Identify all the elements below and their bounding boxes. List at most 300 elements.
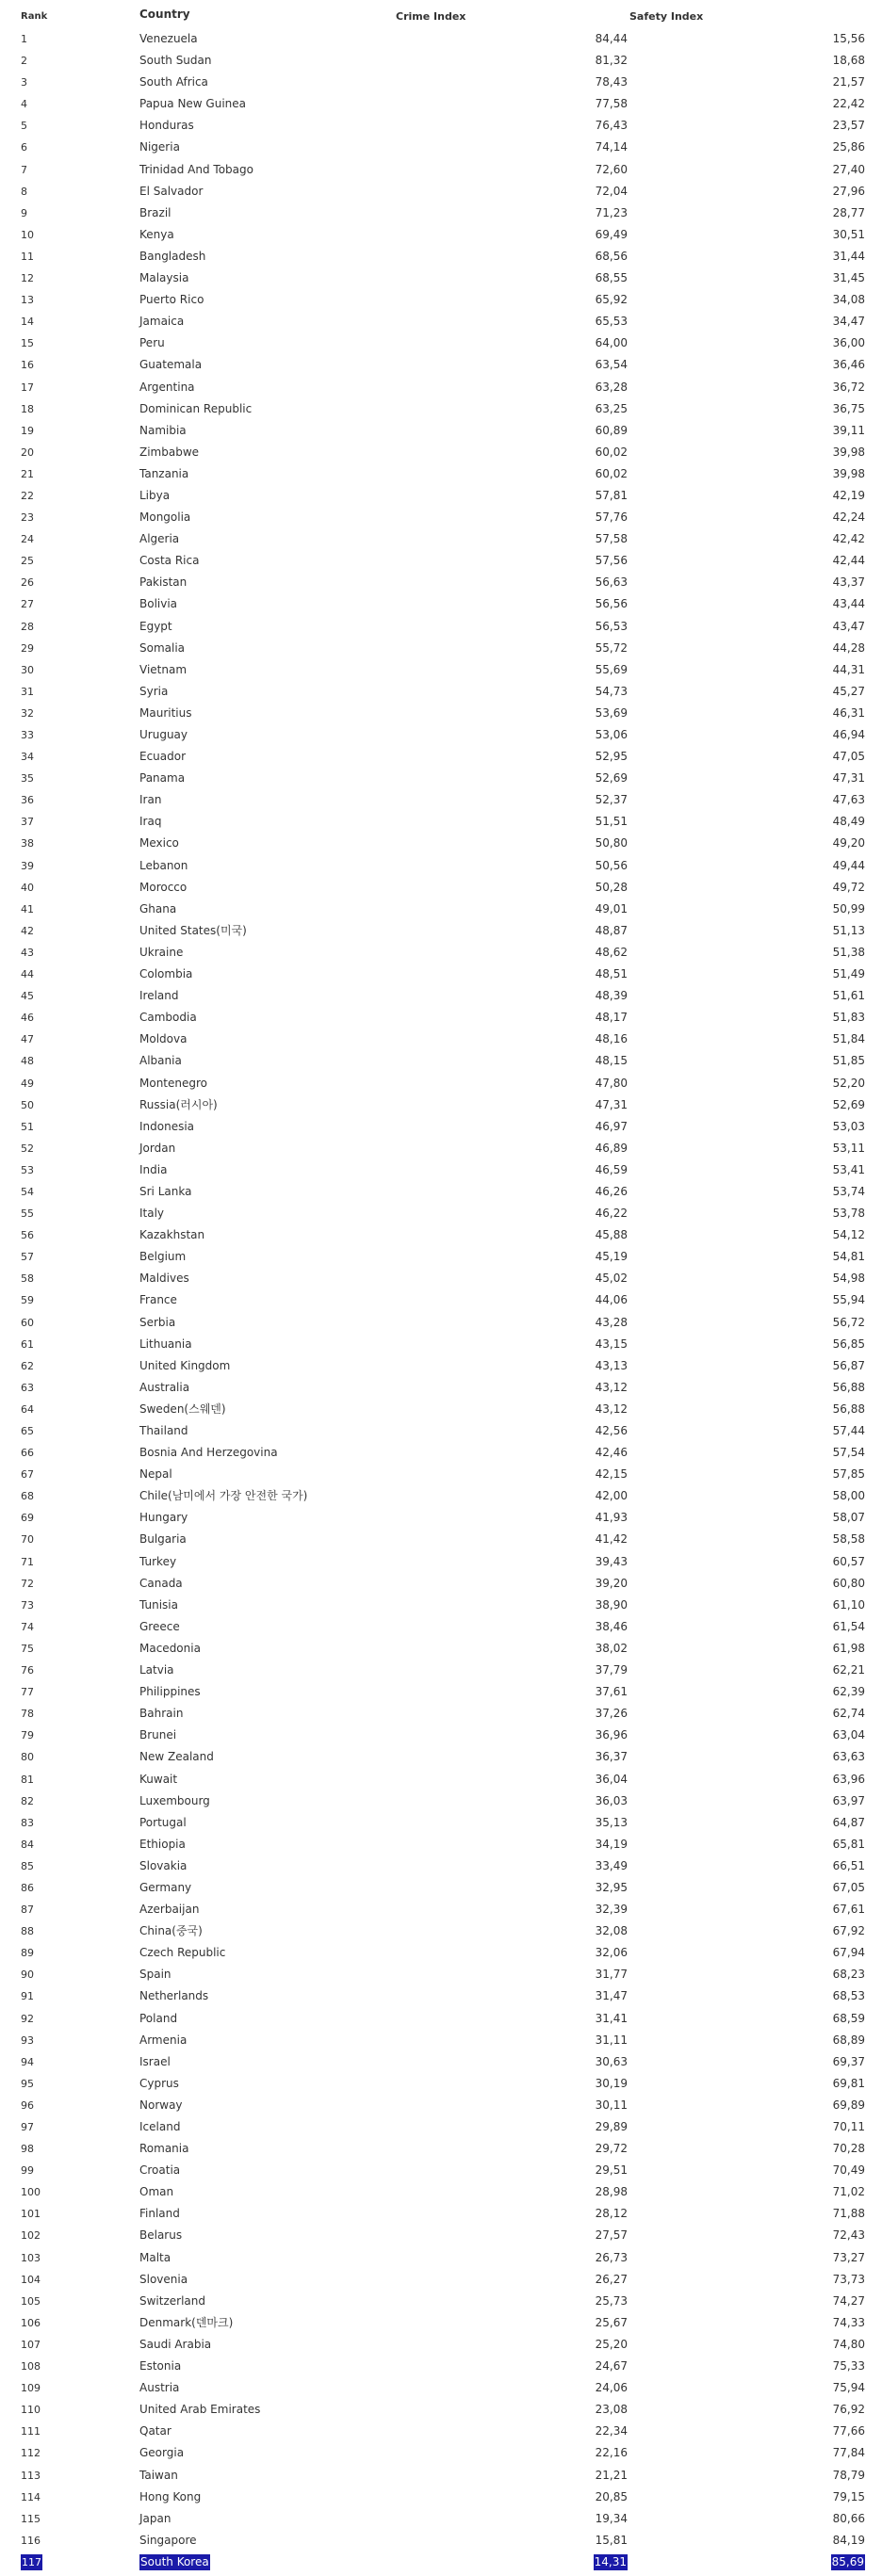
table-row bbox=[0, 50, 882, 72]
safety-index-cell: 77,84 bbox=[832, 2446, 865, 2460]
country-cell: Syria bbox=[139, 684, 169, 698]
rank-cell: 113 bbox=[21, 2469, 41, 2482]
crime-index-cell: 24,06 bbox=[595, 2381, 628, 2395]
rank-cell: 9 bbox=[21, 206, 27, 219]
rank-cell: 44 bbox=[21, 968, 34, 981]
safety-index-cell: 76,92 bbox=[832, 2403, 865, 2417]
table-row bbox=[0, 2247, 882, 2269]
country-cell: Finland bbox=[139, 2207, 180, 2221]
country-cell: Albania bbox=[139, 1054, 182, 1068]
rank-cell: 78 bbox=[21, 1708, 34, 1721]
rank-cell: 22 bbox=[21, 489, 34, 502]
rank-cell: 70 bbox=[21, 1533, 34, 1547]
safety-index-cell: 63,96 bbox=[832, 1772, 865, 1786]
table-row bbox=[0, 1138, 882, 1159]
table-row bbox=[0, 1442, 882, 1464]
table-row bbox=[0, 377, 882, 398]
country-cell: Poland bbox=[139, 2011, 178, 2025]
safety-index-cell: 25,86 bbox=[832, 140, 865, 154]
crime-index-cell: 63,28 bbox=[595, 380, 628, 394]
country-cell: United Arab Emirates bbox=[139, 2403, 261, 2417]
crime-index-cell: 22,34 bbox=[595, 2424, 628, 2438]
rank-cell: 31 bbox=[21, 685, 34, 698]
country-cell: Iceland bbox=[139, 2120, 181, 2133]
crime-index-cell: 78,43 bbox=[595, 75, 628, 89]
table-row bbox=[0, 2442, 882, 2464]
country-cell: Bangladesh bbox=[139, 249, 206, 263]
safety-index-cell: 57,44 bbox=[832, 1424, 865, 1437]
crime-index-cell: 60,89 bbox=[595, 423, 628, 437]
safety-index-cell: 62,39 bbox=[832, 1685, 865, 1699]
crime-index-cell: 29,72 bbox=[595, 2142, 628, 2156]
safety-index-cell: 56,87 bbox=[832, 1358, 865, 1372]
rank-cell: 101 bbox=[21, 2208, 41, 2221]
country-cell: Slovenia bbox=[139, 2272, 188, 2286]
rank-cell: 91 bbox=[21, 1990, 34, 2003]
rank-cell: 77 bbox=[21, 1686, 34, 1699]
table-row bbox=[0, 311, 882, 332]
table-row bbox=[0, 1920, 882, 1942]
crime-index-cell: 30,19 bbox=[595, 2076, 628, 2090]
country-cell: Jordan bbox=[139, 1141, 176, 1155]
safety-index-cell: 49,72 bbox=[832, 880, 865, 894]
table-row bbox=[0, 2030, 882, 2051]
country-cell: Morocco bbox=[139, 880, 188, 894]
country-cell: Singapore bbox=[139, 2533, 197, 2547]
safety-index-cell: 54,98 bbox=[832, 1272, 865, 1286]
crime-index-cell: 36,03 bbox=[595, 1793, 628, 1807]
country-cell: Macedonia bbox=[139, 1641, 201, 1655]
safety-index-cell: 36,72 bbox=[832, 380, 865, 394]
safety-index-cell: 43,37 bbox=[832, 575, 865, 590]
rank-cell: 60 bbox=[21, 1316, 34, 1329]
country-cell: Uruguay bbox=[139, 728, 188, 741]
country-cell: Estonia bbox=[139, 2359, 182, 2373]
country-cell: Croatia bbox=[139, 2163, 181, 2178]
safety-index-column-header: Safety Index bbox=[629, 10, 704, 23]
rank-cell: 38 bbox=[21, 837, 34, 851]
safety-index-cell: 27,96 bbox=[832, 184, 865, 198]
country-cell: Hungary bbox=[139, 1511, 188, 1525]
safety-index-cell: 42,24 bbox=[832, 510, 865, 525]
crime-index-cell: 43,12 bbox=[595, 1401, 628, 1416]
table-row bbox=[0, 2552, 882, 2573]
crime-index-cell: 48,62 bbox=[595, 945, 628, 959]
safety-index-cell: 71,88 bbox=[832, 2207, 865, 2221]
rank-cell: 48 bbox=[21, 1055, 34, 1068]
safety-index-cell: 51,85 bbox=[832, 1054, 865, 1068]
safety-index-cell: 75,94 bbox=[832, 2381, 865, 2395]
crime-index-cell: 37,79 bbox=[595, 1663, 628, 1677]
crime-index-cell: 42,46 bbox=[595, 1446, 628, 1460]
safety-index-cell: 73,73 bbox=[832, 2272, 865, 2286]
table-row bbox=[0, 593, 882, 615]
crime-index-cell: 54,73 bbox=[595, 684, 628, 698]
safety-index-cell: 70,11 bbox=[832, 2120, 865, 2133]
table-row bbox=[0, 1899, 882, 1920]
crime-index-cell: 60,02 bbox=[595, 445, 628, 459]
country-cell: Brazil bbox=[139, 205, 172, 219]
rank-cell: 56 bbox=[21, 1229, 34, 1242]
table-row bbox=[0, 1289, 882, 1311]
safety-index-cell: 54,12 bbox=[832, 1228, 865, 1242]
rank-cell: 11 bbox=[21, 250, 34, 263]
crime-index-cell: 34,19 bbox=[595, 1837, 628, 1851]
safety-index-cell: 51,83 bbox=[832, 1011, 865, 1025]
country-cell: Colombia bbox=[139, 967, 193, 981]
rank-cell: 106 bbox=[21, 2316, 41, 2329]
crime-index-cell: 46,97 bbox=[595, 1119, 628, 1133]
country-cell: Turkey bbox=[139, 1554, 177, 1568]
rank-cell: 53 bbox=[21, 1163, 34, 1176]
safety-index-cell: 44,31 bbox=[832, 662, 865, 676]
country-cell: Somalia bbox=[139, 640, 186, 655]
safety-index-cell: 43,44 bbox=[832, 597, 865, 611]
country-cell: Oman bbox=[139, 2185, 174, 2199]
rank-cell: 86 bbox=[21, 1881, 34, 1894]
safety-index-cell: 51,13 bbox=[832, 923, 865, 937]
safety-index-cell: 60,80 bbox=[832, 1576, 865, 1590]
table-row bbox=[0, 398, 882, 420]
country-cell: Nepal bbox=[139, 1467, 172, 1482]
safety-index-cell: 58,00 bbox=[832, 1489, 865, 1503]
safety-index-cell: 53,78 bbox=[832, 1207, 865, 1221]
crime-index-cell: 50,56 bbox=[595, 858, 628, 872]
table-row bbox=[0, 2160, 882, 2181]
rank-cell: 30 bbox=[21, 663, 34, 676]
table-row bbox=[0, 332, 882, 354]
rank-cell: 20 bbox=[21, 446, 34, 459]
crime-index-cell: 56,63 bbox=[595, 575, 628, 590]
crime-index-cell: 48,51 bbox=[595, 967, 628, 981]
safety-index-cell: 53,11 bbox=[832, 1141, 865, 1155]
safety-index-cell: 63,63 bbox=[832, 1750, 865, 1764]
rank-cell: 99 bbox=[21, 2164, 34, 2178]
country-cell: Armenia bbox=[139, 2033, 188, 2047]
country-cell: India bbox=[139, 1162, 168, 1176]
safety-index-cell: 74,27 bbox=[832, 2293, 865, 2308]
rank-cell: 95 bbox=[21, 2077, 34, 2090]
crime-index-cell: 51,51 bbox=[595, 815, 628, 829]
safety-index-cell: 21,57 bbox=[832, 75, 865, 89]
safety-index-cell: 69,89 bbox=[832, 2098, 865, 2112]
rank-cell: 27 bbox=[21, 598, 34, 611]
country-cell: Cambodia bbox=[139, 1011, 197, 1025]
table-row bbox=[0, 1725, 882, 1746]
crime-index-cell: 50,80 bbox=[595, 836, 628, 851]
safety-index-cell: 18,68 bbox=[832, 54, 865, 68]
safety-index-cell: 68,23 bbox=[832, 1968, 865, 1982]
crime-index-cell: 43,13 bbox=[595, 1358, 628, 1372]
rank-cell: 39 bbox=[21, 859, 34, 872]
safety-index-cell: 31,45 bbox=[832, 271, 865, 285]
rank-cell: 25 bbox=[21, 555, 34, 568]
table-row bbox=[0, 2312, 882, 2334]
safety-index-cell: 78,79 bbox=[832, 2468, 865, 2482]
country-cell: Austria bbox=[139, 2381, 180, 2395]
safety-index-cell: 42,44 bbox=[832, 554, 865, 568]
crime-index-cell: 47,80 bbox=[595, 1076, 628, 1090]
country-cell: Denmark(덴마크) bbox=[139, 2315, 234, 2329]
rank-cell: 109 bbox=[21, 2382, 41, 2395]
crime-index-cell: 24,67 bbox=[595, 2359, 628, 2373]
table-row bbox=[0, 920, 882, 942]
crime-index-cell: 76,43 bbox=[595, 119, 628, 133]
table-row bbox=[0, 985, 882, 1007]
crime-index-cell: 46,89 bbox=[595, 1141, 628, 1155]
safety-index-cell: 53,03 bbox=[832, 1119, 865, 1133]
table-row bbox=[0, 768, 882, 789]
country-cell: Latvia bbox=[139, 1663, 174, 1677]
crime-index-cell: 43,15 bbox=[595, 1337, 628, 1351]
table-row bbox=[0, 2530, 882, 2552]
table-row bbox=[0, 1529, 882, 1550]
table-row bbox=[0, 507, 882, 528]
crime-index-cell: 30,63 bbox=[595, 2054, 628, 2068]
crime-index-cell: 49,01 bbox=[595, 901, 628, 915]
crime-index-cell: 65,92 bbox=[595, 293, 628, 307]
table-row bbox=[0, 942, 882, 964]
rank-cell: 45 bbox=[21, 990, 34, 1003]
country-cell: Venezuela bbox=[139, 32, 198, 45]
country-cell: Australia bbox=[139, 1380, 190, 1394]
crime-index-cell: 52,95 bbox=[595, 750, 628, 764]
crime-index-cell: 36,04 bbox=[595, 1772, 628, 1786]
rank-cell: 92 bbox=[21, 2012, 34, 2025]
table-row bbox=[0, 877, 882, 899]
table-row bbox=[0, 1464, 882, 1485]
country-cell: Iran bbox=[139, 793, 162, 807]
rank-cell: 16 bbox=[21, 359, 34, 372]
crime-index-cell: 41,42 bbox=[595, 1532, 628, 1547]
table-row bbox=[0, 2269, 882, 2291]
rank-cell: 52 bbox=[21, 1142, 34, 1155]
safety-index-cell: 75,33 bbox=[832, 2359, 865, 2373]
country-cell: United States(미국) bbox=[139, 923, 247, 937]
table-row bbox=[0, 246, 882, 267]
safety-index-cell: 34,47 bbox=[832, 315, 865, 329]
country-cell: Philippines bbox=[139, 1685, 201, 1699]
rank-cell: 65 bbox=[21, 1425, 34, 1437]
table-row bbox=[0, 1703, 882, 1725]
rank-cell: 41 bbox=[21, 902, 34, 915]
safety-index-cell: 55,94 bbox=[832, 1293, 865, 1307]
rank-cell: 26 bbox=[21, 576, 34, 590]
country-cell: Hong Kong bbox=[139, 2489, 202, 2503]
rank-cell: 81 bbox=[21, 1773, 34, 1786]
safety-index-cell: 34,08 bbox=[832, 293, 865, 307]
crime-index-cell: 23,08 bbox=[595, 2403, 628, 2417]
crime-index-cell: 43,12 bbox=[595, 1380, 628, 1394]
country-cell: Brunei bbox=[139, 1728, 177, 1742]
crime-index-cell: 26,73 bbox=[595, 2250, 628, 2264]
table-row bbox=[0, 115, 882, 137]
crime-index-cell: 36,37 bbox=[595, 1750, 628, 1764]
crime-index-cell: 31,77 bbox=[595, 1968, 628, 1982]
safety-index-cell: 31,44 bbox=[832, 249, 865, 263]
crime-index-cell: 53,06 bbox=[595, 728, 628, 741]
rank-cell: 71 bbox=[21, 1555, 34, 1568]
country-cell: Egypt bbox=[139, 619, 172, 633]
safety-index-cell: 66,51 bbox=[832, 1858, 865, 1872]
safety-index-cell: 71,02 bbox=[832, 2185, 865, 2199]
country-cell: Ukraine bbox=[139, 945, 184, 959]
rank-cell: 32 bbox=[21, 706, 34, 720]
safety-index-cell: 46,31 bbox=[832, 705, 865, 720]
table-row bbox=[0, 2225, 882, 2246]
country-cell: Moldova bbox=[139, 1032, 188, 1046]
table-row bbox=[0, 354, 882, 376]
safety-index-cell: 64,87 bbox=[832, 1815, 865, 1829]
table-row bbox=[0, 1812, 882, 1834]
crime-index-cell: 25,20 bbox=[595, 2337, 628, 2351]
safety-index-cell: 72,43 bbox=[832, 2228, 865, 2243]
rank-column-header: Rank bbox=[21, 11, 48, 22]
table-row bbox=[0, 855, 882, 877]
rank-cell: 58 bbox=[21, 1272, 34, 1286]
table-row bbox=[0, 2377, 882, 2399]
table-row bbox=[0, 1181, 882, 1203]
safety-index-cell: 77,66 bbox=[832, 2424, 865, 2438]
country-cell: Ethiopia bbox=[139, 1837, 186, 1851]
country-cell: New Zealand bbox=[139, 1750, 214, 1764]
safety-index-cell: 51,61 bbox=[832, 989, 865, 1003]
rank-cell: 59 bbox=[21, 1294, 34, 1307]
safety-index-cell: 23,57 bbox=[832, 119, 865, 133]
crime-index-cell: 48,15 bbox=[595, 1054, 628, 1068]
rank-cell: 89 bbox=[21, 1947, 34, 1960]
table-row bbox=[0, 289, 882, 311]
safety-index-cell: 70,28 bbox=[832, 2142, 865, 2156]
country-cell: Slovakia bbox=[139, 1858, 188, 1872]
country-cell: Israel bbox=[139, 2054, 171, 2068]
table-row bbox=[0, 224, 882, 246]
country-cell: Taiwan bbox=[139, 2468, 178, 2482]
crime-index-cell: 68,55 bbox=[595, 271, 628, 285]
country-cell: Italy bbox=[139, 1207, 165, 1221]
crime-index-cell: 48,17 bbox=[595, 1011, 628, 1025]
rank-cell: 73 bbox=[21, 1598, 34, 1612]
country-cell: Lebanon bbox=[139, 858, 188, 872]
rank-cell: 23 bbox=[21, 511, 34, 525]
rank-cell: 116 bbox=[21, 2534, 41, 2547]
crime-index-cell: 28,12 bbox=[595, 2207, 628, 2221]
country-cell: China(중국) bbox=[139, 1924, 203, 1938]
country-cell: Pakistan bbox=[139, 575, 188, 590]
table-body bbox=[0, 28, 882, 2573]
rank-cell: 103 bbox=[21, 2251, 41, 2264]
crime-index-cell: 84,44 bbox=[595, 32, 628, 45]
rank-cell: 51 bbox=[21, 1120, 34, 1133]
rank-cell: 72 bbox=[21, 1577, 34, 1590]
rank-cell: 75 bbox=[21, 1642, 34, 1655]
country-cell: Malta bbox=[139, 2250, 172, 2264]
rank-cell: 76 bbox=[21, 1664, 34, 1677]
rank-cell: 94 bbox=[21, 2055, 34, 2068]
country-cell: Azerbaijan bbox=[139, 1903, 200, 1917]
rank-cell: 104 bbox=[21, 2273, 41, 2286]
table-row bbox=[0, 1355, 882, 1377]
country-cell: Maldives bbox=[139, 1272, 189, 1286]
table-row bbox=[0, 1507, 882, 1529]
table-row bbox=[0, 572, 882, 593]
table-row bbox=[0, 724, 882, 746]
rank-cell: 50 bbox=[21, 1098, 34, 1111]
rank-cell: 2 bbox=[21, 55, 27, 68]
table-row bbox=[0, 1942, 882, 1964]
table-row bbox=[0, 1203, 882, 1224]
safety-index-cell: 42,19 bbox=[832, 488, 865, 502]
table-row bbox=[0, 485, 882, 507]
rank-cell: 93 bbox=[21, 2033, 34, 2047]
country-cell: Thailand bbox=[139, 1424, 188, 1437]
country-cell: El Salvador bbox=[139, 184, 204, 198]
rank-cell: 17 bbox=[21, 381, 34, 394]
safety-index-cell: 61,98 bbox=[832, 1641, 865, 1655]
rank-cell: 111 bbox=[21, 2425, 41, 2438]
crime-index-cell: 45,19 bbox=[595, 1250, 628, 1264]
table-row bbox=[0, 137, 882, 158]
crime-index-cell: 57,56 bbox=[595, 554, 628, 568]
rank-cell: 54 bbox=[21, 1185, 34, 1198]
crime-index-cell: 63,54 bbox=[595, 358, 628, 372]
safety-index-cell: 69,81 bbox=[832, 2076, 865, 2090]
rank-cell: 62 bbox=[21, 1359, 34, 1372]
country-cell: Indonesia bbox=[139, 1119, 195, 1133]
rank-cell: 8 bbox=[21, 185, 27, 198]
table-row bbox=[0, 1399, 882, 1420]
table-row bbox=[0, 1334, 882, 1355]
safety-index-cell: 56,72 bbox=[832, 1315, 865, 1329]
safety-index-cell: 62,21 bbox=[832, 1663, 865, 1677]
country-cell: Cyprus bbox=[139, 2076, 179, 2090]
crime-index-cell: 15,81 bbox=[595, 2533, 628, 2547]
table-row bbox=[0, 2465, 882, 2487]
rank-cell: 43 bbox=[21, 946, 34, 959]
rank-cell: 61 bbox=[21, 1337, 34, 1351]
table-row bbox=[0, 2508, 882, 2530]
table-row bbox=[0, 1551, 882, 1573]
rank-cell: 69 bbox=[21, 1512, 34, 1525]
safety-index-cell: 73,27 bbox=[832, 2250, 865, 2264]
table-row bbox=[0, 463, 882, 485]
country-cell: South Korea bbox=[140, 2554, 209, 2568]
safety-index-cell: 67,92 bbox=[832, 1924, 865, 1938]
safety-index-cell: 39,11 bbox=[832, 423, 865, 437]
crime-index-cell: 46,26 bbox=[595, 1184, 628, 1198]
safety-index-cell: 50,99 bbox=[832, 901, 865, 915]
rank-cell: 55 bbox=[21, 1207, 34, 1221]
rank-cell: 98 bbox=[21, 2143, 34, 2156]
crime-index-column-header: Crime Index bbox=[396, 10, 466, 23]
country-cell: Qatar bbox=[139, 2424, 172, 2438]
table-row bbox=[0, 2095, 882, 2116]
crime-index-cell: 32,08 bbox=[595, 1924, 628, 1938]
crime-index-cell: 48,16 bbox=[595, 1032, 628, 1046]
crime-index-cell: 56,53 bbox=[595, 619, 628, 633]
safety-index-cell: 44,28 bbox=[832, 640, 865, 655]
country-cell: Czech Republic bbox=[139, 1946, 226, 1960]
country-cell: Saudi Arabia bbox=[139, 2337, 212, 2351]
safety-index-cell: 65,81 bbox=[832, 1837, 865, 1851]
safety-index-cell: 84,19 bbox=[832, 2533, 865, 2547]
crime-index-cell: 63,25 bbox=[595, 401, 628, 415]
safety-index-cell: 47,63 bbox=[832, 793, 865, 807]
crime-index-cell: 57,76 bbox=[595, 510, 628, 525]
safety-index-cell: 70,49 bbox=[832, 2163, 865, 2178]
table-row bbox=[0, 2073, 882, 2095]
rank-cell: 36 bbox=[21, 794, 34, 807]
